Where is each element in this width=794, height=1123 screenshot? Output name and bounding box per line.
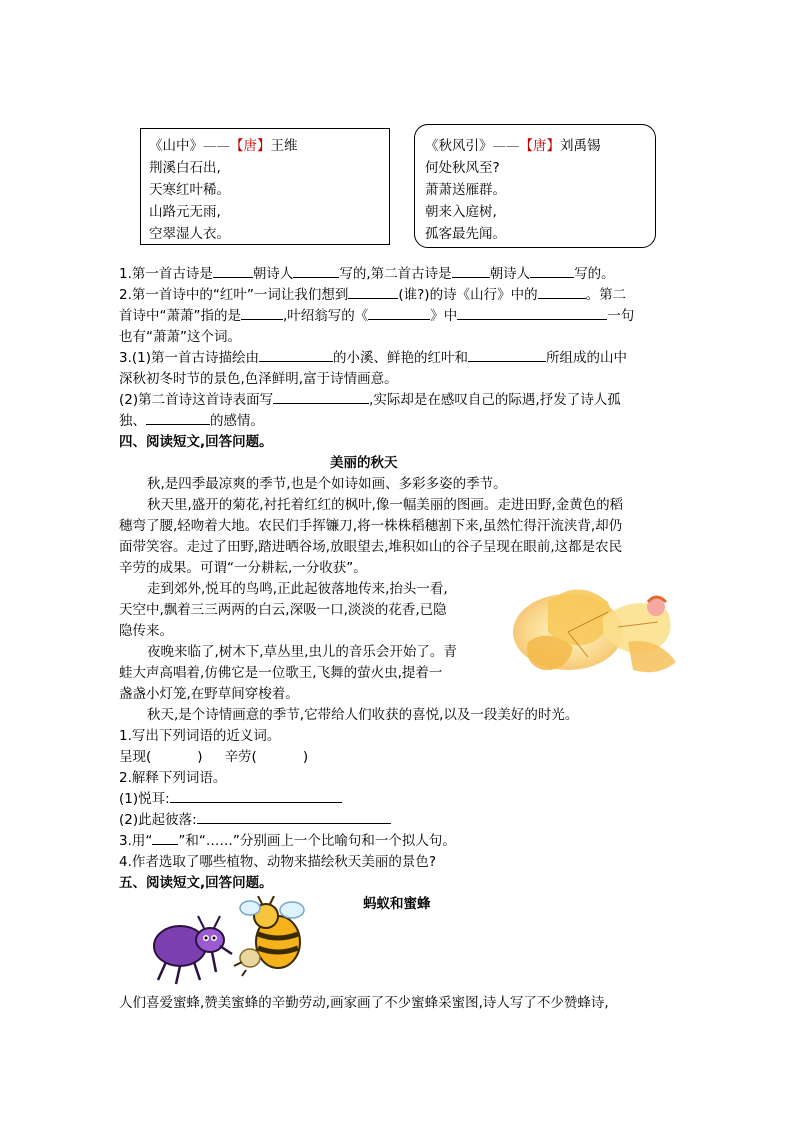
s4-question-2b: [119, 810, 391, 831]
poem-box-1: [140, 128, 390, 245]
question-3-line-1: [119, 348, 627, 369]
answer-blank[interactable]: [457, 306, 607, 320]
q2-text: 也有“萧萧”这个词。: [119, 329, 241, 345]
answer-blank[interactable]: [530, 264, 574, 278]
q2a-text: (1)悦耳:: [119, 791, 170, 807]
s4-question-2: 2.解释下列词语。: [119, 770, 227, 786]
section-5-heading: 五、阅读短文,回答问题。: [119, 875, 273, 891]
q3-text: 独、: [119, 413, 146, 429]
q3b-text: ”和“……”分别画上一个比喻句和一个拟人句。: [178, 833, 456, 849]
answer-blank[interactable]: [259, 348, 333, 362]
section-4-title: 美丽的秋天: [330, 455, 398, 471]
s4-question-2a: [119, 789, 342, 810]
question-3-line-2: [119, 369, 398, 390]
section-5-title: 蚂蚁和蜜蜂: [363, 896, 431, 912]
paragraph-line: 盏盏小灯笼,在野草间穿梭着。: [119, 686, 299, 702]
poem-2-line: 萧萧送雁群。: [425, 182, 506, 198]
q1-text: 朝诗人: [489, 266, 531, 282]
answer-blank[interactable]: [468, 348, 546, 362]
q1-text: 写的,第二首古诗是: [339, 266, 452, 282]
q3-text: 深秋初冬时节的景色,色泽鲜明,富于诗情画意。: [119, 371, 398, 387]
paragraph-line: 走到郊外,悦耳的鸟鸣,正此起彼落地传来,抬头一看,: [147, 581, 448, 597]
poem-box-2: [414, 124, 656, 248]
q3-text: 的小溪、鲜艳的红叶和: [333, 350, 469, 366]
answer-blank[interactable]: [452, 264, 490, 278]
q2-text: 2.第一首诗中的“红叶”一词让我们想到: [119, 287, 349, 303]
q1-text: 写的。: [574, 266, 615, 282]
s4-question-1: 1.写出下列词语的近义词。: [119, 728, 281, 744]
q3-text: 所组成的山中: [546, 350, 628, 366]
q3-text: (2)第二首诗这首诗表面写: [119, 392, 274, 408]
paragraph-line: 蛙大声高唱着,仿佛它是一位歌王,飞舞的萤火虫,提着一: [119, 665, 443, 681]
answer-blank[interactable]: [348, 285, 398, 299]
poem-2-line: 何处秋风至?: [425, 160, 500, 176]
q2-text: 一句: [607, 308, 635, 324]
section-4-heading: 四、阅读短文,回答问题。: [119, 434, 273, 450]
question-2-line-3: [119, 327, 241, 348]
paragraph-line: 秋天里,盛开的菊花,衬托着红红的枫叶,像一幅美丽的图画。走进田野,金黄色的稻: [147, 497, 624, 513]
q2-text: 。第二: [585, 287, 627, 303]
q1-text: 朝诗人: [252, 266, 294, 282]
poem-1-dynasty: 【唐】: [230, 138, 271, 154]
q2-text: 》中: [430, 308, 458, 324]
poem-2-dash: ——: [492, 138, 520, 154]
s4-question-1-items: [119, 747, 308, 768]
answer-blank[interactable]: [197, 810, 391, 824]
answer-blank[interactable]: [146, 411, 210, 425]
answer-blank[interactable]: [368, 306, 430, 320]
ant-and-bee-illustration: [146, 896, 316, 988]
poem-1-line: 天寒红叶稀。: [149, 182, 230, 198]
underline-sample: [152, 831, 178, 845]
poem-1-title: 《山中》: [149, 138, 203, 154]
answer-blank[interactable]: [170, 789, 342, 803]
poem-1-dash: ——: [203, 138, 230, 154]
paragraph-line: 隐传来。: [119, 623, 173, 639]
paragraph-line: 天空中,飘着三三两两的白云,深吸一口,淡淡的花香,已隐: [119, 602, 447, 618]
poem-2-line: 朝来入庭树,: [425, 204, 497, 220]
answer-blank[interactable]: [241, 306, 283, 320]
q1b-end: ): [302, 749, 309, 765]
q3-text: ,实际却是在感叹自己的际遇,抒发了诗人孤: [369, 392, 621, 408]
section-5-paragraph: 人们喜爱蜜蜂,赞美蜜蜂的辛勤劳动,画家画了不少蜜蜂采蜜图,诗人写了不少赞蜂诗,: [119, 995, 609, 1011]
q3-text: 的感情。: [210, 413, 264, 429]
answer-blank[interactable]: [213, 264, 253, 278]
poem-1-line: 荆溪白石出,: [149, 160, 221, 176]
question-3-line-3: [119, 390, 621, 411]
q1-text: 1.第一首古诗是: [119, 266, 213, 282]
poem-1-line: 空翠湿人衣。: [149, 226, 230, 242]
paragraph-line: 面带笑容。走过了田野,踏进晒谷场,放眼望去,堆积如山的谷子呈现在眼前,这都是农民: [119, 539, 623, 555]
paragraph-line: 秋,是四季最凉爽的季节,也是个如诗如画、多彩多姿的季节。: [147, 476, 507, 492]
q2-text: (谁?)的诗《山行》中的: [398, 287, 538, 303]
paragraph-line: 夜晚来临了,树木下,草丛里,虫儿的音乐会开始了。青: [147, 644, 457, 660]
paragraph-line: 秋天,是个诗情画意的季节,它带给人们收获的喜悦,以及一段美好的时光。: [147, 707, 579, 723]
q2b-text: (2)此起彼落:: [119, 812, 197, 828]
q2-text: ,叶绍翁写的《: [283, 308, 369, 324]
answer-blank[interactable]: [538, 285, 586, 299]
q1a-end: ): [197, 749, 203, 765]
poem-1-heading: [149, 135, 381, 157]
poem-2-author: 刘禹锡: [560, 138, 601, 154]
q3-text: 3.(1)第一首古诗描绘由: [119, 350, 260, 366]
s4-question-4: 4.作者选取了哪些植物、动物来描绘秋天美丽的景色?: [119, 854, 437, 870]
answer-blank[interactable]: [293, 264, 339, 278]
poem-1-line: 山路元无雨,: [149, 204, 221, 220]
q3a-text: 3.用“: [119, 833, 153, 849]
q1b-text: 辛劳(: [224, 749, 257, 765]
question-3-line-4: [119, 411, 264, 432]
answer-blank[interactable]: [273, 390, 369, 404]
question-2-line-1: [119, 285, 626, 306]
autumn-leaves-illustration: [508, 572, 686, 680]
paragraph-line: 辛劳的成果。可谓“一分耕耘,一分收获”。: [119, 560, 367, 576]
question-1: [119, 264, 615, 285]
question-2-line-2: [119, 306, 634, 327]
poem-2-title: 《秋风引》: [425, 138, 493, 154]
q2-text: 首诗中“萧萧”指的是: [119, 308, 241, 324]
poem-1-author: 王维: [270, 138, 298, 154]
poem-2-heading: [425, 135, 645, 157]
q1a-text: 呈现(: [119, 749, 152, 765]
poem-2-dynasty: 【唐】: [519, 138, 560, 154]
paragraph-line: 穗弯了腰,轻吻着大地。农民们手挥镰刀,将一株株稻穗割下来,虽然忙得汗流浃背,却仍: [119, 518, 623, 534]
s4-question-3: [119, 831, 456, 852]
poem-2-line: 孤客最先闻。: [425, 226, 506, 242]
